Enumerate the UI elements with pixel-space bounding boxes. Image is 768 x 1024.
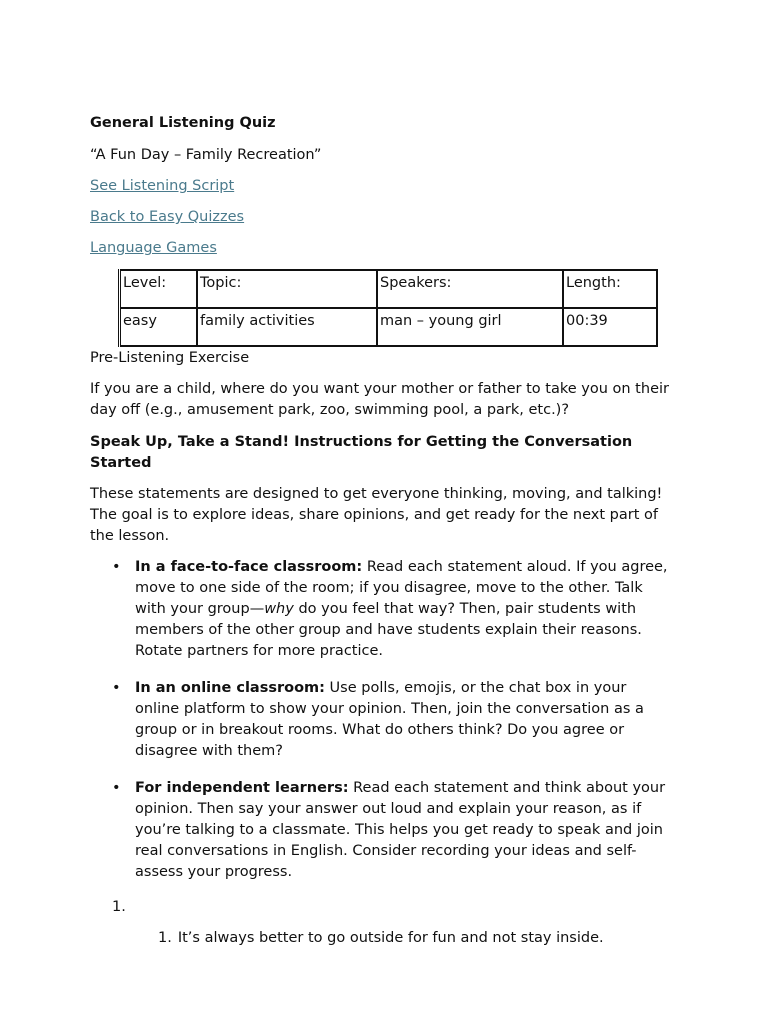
speak-up-intro: These statements are designed to get everyone thinking, moving, and talking! The goal is to explore ideas, share opinions, and get ready for the next part of the lesson. [90,486,663,544]
speak-up-heading: Speak Up, Take a Stand! Instructions for Getting the Conversation Started [90,434,633,471]
page-title: General Listening Quiz [90,115,276,131]
level-header: Level: [120,270,198,308]
list-item [90,678,675,762]
face-to-face-text-b: do you feel that way? Then, pair students with members of the other group and have students explain their reasons. Rotate partners for more practice. [135,601,642,659]
see-listening-script-link[interactable]: See Listening Script [90,178,235,194]
online-text: Use polls, emojis, or the chat box in your online platform to show your opinion. Then, join the conversation as a group or in breakout rooms. What do others think? Do you agree or disagree with them? [135,680,644,759]
statement-list-number: 1. [112,899,126,915]
speakers-header: Speakers: [377,270,563,308]
face-to-face-label: In a face-to-face classroom: [135,559,363,575]
length-header: Length: [563,270,657,308]
independent-text: Read each statement and think about your opinion. Then say your answer out loud and explain your reason, as if you’re talking to a classmate. This helps you get ready to speak and join real conversations in English. Consider recording your ideas and self-assess your progress. [135,780,666,880]
level-value: easy [120,308,198,346]
back-to-easy-quizzes-link[interactable]: Back to Easy Quizzes [90,209,245,225]
pre-listening-question: If you are a child, where do you want your mother or father to take you on their day off (e.g., amusement park, zoo, swimming pool, a park, etc.)? [90,381,669,418]
bullet-icon: • [112,559,121,575]
length-value: 00:39 [563,308,657,346]
language-games-link[interactable]: Language Games [90,240,217,256]
list-item [90,557,675,662]
table-row [120,308,658,346]
list-item [90,778,675,883]
bullet-icon: • [112,780,121,796]
pre-listening-heading: Pre-Listening Exercise [90,350,250,366]
table-header-row [120,270,658,308]
statement-text: It’s always better to go outside for fun and not stay inside. [177,930,604,946]
topic-value: family activities [197,308,377,346]
topic-header: Topic: [197,270,377,308]
statement-number: 1. [158,930,172,946]
quiz-subtitle: “A Fun Day – Family Recreation” [90,147,322,163]
face-to-face-emphasis: why [264,601,294,617]
quiz-info-table [118,269,658,347]
statement-item [90,928,675,949]
bullet-icon: • [112,680,121,696]
speakers-value: man – young girl [377,308,563,346]
independent-label: For independent learners: [135,780,349,796]
online-label: In an online classroom: [135,680,325,696]
document-body [90,114,675,949]
face-to-face-text-a: Read each statement aloud. If you agree, move to one side of the room; if you disagree, move to the other. Talk with your group— [135,559,668,617]
instruction-list [90,557,675,883]
